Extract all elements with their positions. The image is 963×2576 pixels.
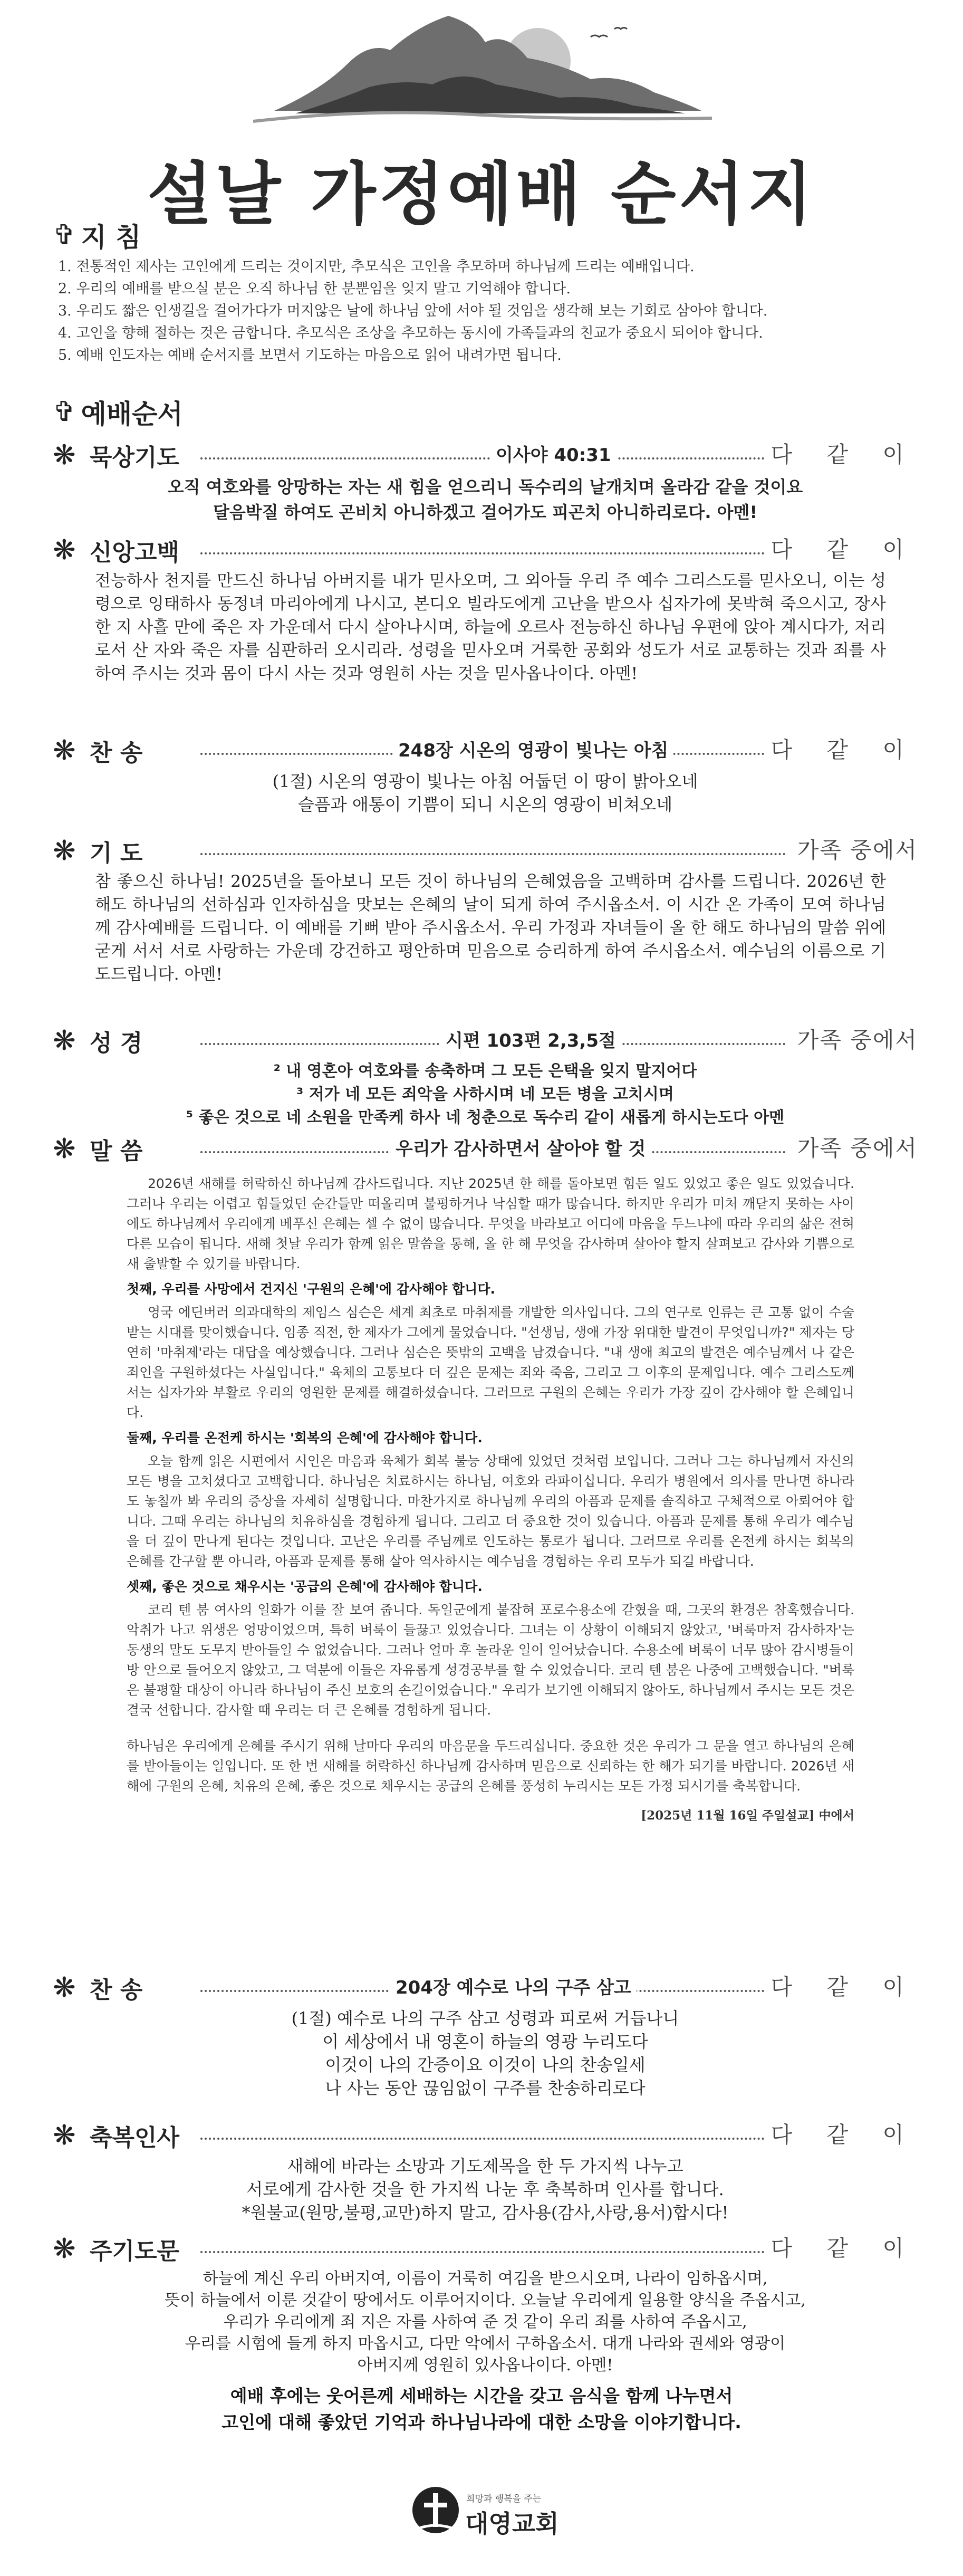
item-who: 다 같 이: [765, 2118, 918, 2149]
asterisk-icon: ❋: [53, 1025, 76, 1057]
item-label: 찬 송: [90, 1977, 143, 2004]
order-heading-label: 예배순서: [81, 399, 183, 429]
sermon-point-text: 오늘 함께 읽은 시편에서 시인은 마음과 육체가 회복 불능 상태에 있었던 것처럼 보입니다. 그러나 그는 하나님께서 자신의 모든 병을 고치셨다고 고백합니다. 하나님은 치료하시는 하나님, 여호와 라파이십니다. 우리가 병원에서 의사를 만나면 하나라도 놓칠까 봐 우리의 증상을 자세히 설명합니다. 마찬가지로 하나님께 우리의 아픔과 문제를 솔직하고 구체적으로 아뢰어야 합니다. 그때 우리는 하나님의 치유하심을 경험하게 됩니다. 그리고 더 중요한 것이 있습니다. 아픔과 문제를 통해 우리가 예수님을 더 깊이 만나게 된다는 것입니다. 고난은 우리를 주님께로 인도하는 통로가 됩니다. 그러므로 우리를 온전케 하시는 회복의 은혜를 간구할 뿐 아니라, 아픔과 문제를 통해 살아 역사하시는 예수님을 경험하는 우리 모두가 되길 바랍니다.: [127, 1453, 854, 1569]
sermon-point-title: 둘째, 우리를 온전케 하시는 '회복의 은혜'에 감사해야 합니다.: [127, 1430, 483, 1445]
item-label: 말 씀: [90, 1138, 143, 1165]
item-body: (1절) 시온의 영광이 빛나는 아침 어둡던 이 땅이 밝아오네 슬픔과 애통이 기쁨이 되니 시온의 영광이 비쳐오네: [272, 771, 698, 815]
logo-tagline: 희망과 행복을 주는: [466, 2494, 542, 2504]
asterisk-icon: ❋: [53, 835, 76, 867]
item-label: 신앙고백: [90, 539, 180, 566]
item-body: 하늘에 계신 우리 아버지여, 이름이 거룩히 여김을 받으시오며, 나라이 임하옵시며, 뜻이 하늘에서 이룬 것같이 땅에서도 이루어지이다. 오늘날 우리에게 일용할 양식을 주옵시고, 우리가 우리에게 죄 지은 자를 사하여 준 것 같이 우리 죄를 사하여 주옵시고, 우리를 시험에 들게 하지 마옵시고, 다만 악에서 구하옵소서. 대개 나라와 권세와 영광이 아버지께 영원히 있사옵나이다. 아멘!: [165, 2269, 806, 2374]
item-body: 새해에 바라는 소망과 기도제목을 한 두 가지씩 나누고 서로에게 감사한 것을 한 가지씩 나눈 후 축복하며 인사를 합니다. *원불교(원망,불평,교만)하지 말고, 감사용(감사,사랑,용서)합시다!: [242, 2156, 729, 2223]
order-item-hymn-1: [53, 731, 918, 816]
cross-icon: ✞: [53, 219, 76, 251]
order-item-prayer: [53, 831, 918, 986]
item-label: 기 도: [90, 840, 143, 867]
item-sub: 248장 시온의 영광이 빛나는 아침: [393, 736, 673, 762]
guideline-item: 4. 고인을 향해 절하는 것은 금합니다. 추모식은 조상을 추모하는 동시에 가족들과의 친교가 중요시 되어야 합니다.: [58, 325, 763, 341]
church-logo-icon: [410, 2485, 461, 2543]
asterisk-icon: ❋: [53, 2120, 76, 2151]
sermon-point-title: 첫째, 우리를 사망에서 건지신 '구원의 은혜'에 감사해야 합니다.: [127, 1281, 495, 1297]
item-sub: 이사야 40:31: [490, 440, 617, 466]
sermon-source: [2025년 11월 16일 주일설교] 中에서: [641, 1808, 854, 1823]
mist-stroke: [253, 113, 712, 121]
mountain-illustration: [0, 0, 963, 137]
asterisk-icon: ❋: [53, 439, 76, 471]
page-title: 설날 가정예배 순서지: [147, 155, 816, 234]
item-body: 전능하사 천지를 만드신 하나님 아버지를 내가 믿사오며, 그 외아들 우리 주 예수 그리스도를 믿사오니, 이는 성령으로 잉태하사 동정녀 마리아에게 나시고, 본디오 빌라도에게 고난을 받으사 십자가에 못박혀 죽으시고, 장사한 지 사흘 만에 죽은 자 가운데서 다시 살아나시며, 하늘에 오르사 전능하신 하나님 우편에 앉아 계시다가, 저리로서 산 자와 죽은 자를 심판하러 오시리라. 성령을 믿사오며 거룩한 공회와 성도가 서로 교통하는 것과 죄를 사하여 주시는 것과 몸이 다시 사는 것과 영원히 사는 것을 믿사옵나이다. 아멘!: [95, 571, 886, 683]
item-who: 다 같 이: [765, 437, 918, 469]
closing-note: 예배 후에는 웃어른께 세배하는 시간을 갖고 음식을 함께 나누면서 고인에 대해 좋았던 기억과 하나님나라에 대한 소망을 이야기합니다.: [222, 2386, 741, 2433]
sermon-intro: 2026년 새해를 허락하신 하나님께 감사드립니다. 지난 2025년 한 해를 돌아보면 힘든 일도 있었고 좋은 일도 있었습니다. 그러나 우리는 어렵고 힘들었던 순간들만 떠올리며 불평하거나 낙심할 때가 많습니다. 하지만 우리가 미처 깨닫지 못하는 사이에도 하나님께서 우리에게 베푸신 은혜는 셀 수 없이 많습니다. 무엇을 바라보고 어디에 마음을 두느냐에 따라 우리의 삶은 전혀 다른 모습이 됩니다. 새해 첫날 우리가 함께 읽은 말씀을 통해, 올 한 해 무엇을 감사하며 살아야 할지 살펴보고 감사와 기쁨으로 새 출발할 수 있기를 바랍니다.: [127, 1176, 854, 1271]
item-who: 가족 중에서: [791, 833, 918, 865]
item-sub: 시편 103편 2,3,5절: [440, 1026, 621, 1052]
sermon-point-text: 영국 에딘버러 의과대학의 제임스 심슨은 세계 최초로 마취제를 개발한 의사입니다. 그의 연구로 인류는 큰 고통 없이 수술받는 시대를 맞이했습니다. 임종 직전, 한 제자가 그에게 물었습니다. "선생님, 생애 가장 위대한 발견이 무엇입니까?" 제자는 당연히 '마취제'라는 대답을 예상했습니다. 그러나 심슨은 뜻밖의 고백을 남겼습니다. "내 생애 최고의 발견은 예수님께서 나 같은 죄인을 구원하셨다는 사실입니다." 육체의 고통보다 더 깊은 문제는 죄와 죽음, 그리고 그 이후의 문제입니다. 예수 그리스도께서는 십자가와 부활로 우리의 영원한 문제를 해결하셨습니다. 그러므로 구원의 은혜는 우리가 가장 깊이 감사해야 할 은혜입니다.: [127, 1305, 854, 1420]
cross-icon: ✞: [53, 396, 76, 428]
item-who: 다 같 이: [765, 2231, 918, 2263]
item-body: (1절) 예수로 나의 구주 삼고 성령과 피로써 거듭나니 이 세상에서 내 영혼이 하늘의 영광 누리도다 이것이 나의 간증이요 이것이 나의 찬송일세 나 사는 동안 끊임없이 구주를 찬송하리로다: [291, 2008, 679, 2098]
sermon-conclusion: 하나님은 우리에게 은혜를 주시기 위해 날마다 우리의 마음문을 두드리십니다. 중요한 것은 우리가 그 문을 열고 하나님의 은혜를 받아들이는 일입니다. 또 한 번 새해를 허락하신 하나님께 감사하며 믿음으로 신뢰하는 한 해가 되기를 바랍니다. 2026년 새해에 구원의 은혜, 치유의 은혜, 좋은 것으로 채우시는 공급의 은혜를 풍성히 누리시는 모든 가정 되시기를 축복합니다.: [127, 1738, 854, 1794]
guideline-item: 3. 우리도 짧은 인생길을 걸어가다가 머지않은 날에 하나님 앞에 서야 될 것임을 생각해 보는 기회로 삼아야 합니다.: [58, 303, 768, 319]
item-sub: 204장 예수로 나의 구주 삼고: [390, 1973, 637, 1999]
asterisk-icon: ❋: [53, 534, 76, 566]
dotted-leader: [200, 853, 786, 855]
guidelines-heading: [53, 216, 141, 254]
item-label: 성 경: [90, 1030, 143, 1057]
guideline-item: 1. 전통적인 제사는 고인에게 드리는 것이지만, 추모식은 고인을 추모하며 하나님께 드리는 예배입니다.: [58, 258, 695, 275]
item-sub: 우리가 감사하면서 살아야 할 것: [390, 1134, 651, 1160]
asterisk-icon: ❋: [53, 2233, 76, 2265]
dotted-leader: [200, 2138, 786, 2140]
item-label: 주기도문: [90, 2238, 180, 2265]
sermon-point-text: 코리 텐 붐 여사의 일화가 이를 잘 보여 줍니다. 독일군에게 붙잡혀 포로수용소에 갇혔을 때, 그곳의 환경은 참혹했습니다. 악취가 나고 위생은 엉망이었으며, 특히 벼룩이 들끓고 있었습니다. 그녀는 이 상황이 이해되지 않았고, '벼룩마저 감사하자'는 동생의 말도 도무지 받아들일 수 없었습니다. 그러나 얼마 후 놀라운 일이 일어났습니다. 수용소에 벼룩이 너무 많아 감시병들이 방 안으로 들어오지 않았고, 그 덕분에 이들은 자유롭게 성경공부를 할 수 있었습니다. 코리 텐 붐은 나중에 고백했습니다. "벼룩은 불평할 대상이 아니라 하나님이 주신 보호의 손길이었습니다." 우리가 보기엔 이해되지 않아도, 하나님께서 주시는 모든 것은 결국 선합니다. 감사할 때 우리는 더 큰 은혜를 경험하게 됩니다.: [127, 1602, 854, 1718]
item-body: 오직 여호와를 앙망하는 자는 새 힘을 얻으리니 독수리의 날개치며 올라감 같을 것이요 달음박질 하여도 곤비치 아니하겠고 걸어가도 피곤치 아니하리로다. 아멘!: [167, 477, 803, 522]
sermon-point-title: 셋째, 좋은 것으로 채우시는 '공급의 은혜'에 감사해야 합니다.: [127, 1579, 483, 1594]
church-logo: [410, 2479, 558, 2548]
item-who: 다 같 이: [765, 1970, 918, 2002]
logo-name: 대영교회: [465, 2510, 559, 2538]
guideline-item: 2. 우리의 예배를 받으실 분은 오직 하나님 한 분뿐임을 잊지 말고 기억해야 합니다.: [58, 281, 571, 297]
item-label: 찬 송: [90, 740, 143, 767]
order-item-meditation: [53, 435, 918, 525]
item-who: 다 같 이: [765, 532, 918, 564]
item-label: 묵상기도: [90, 444, 180, 471]
bird-icon: [614, 28, 627, 30]
dotted-leader: [200, 2251, 786, 2253]
asterisk-icon: ❋: [53, 1972, 76, 2004]
asterisk-icon: ❋: [53, 735, 76, 767]
order-item-sermon: [53, 1129, 918, 1168]
order-heading: [53, 393, 183, 431]
dotted-leader: [200, 552, 786, 554]
item-who: 가족 중에서: [791, 1023, 918, 1055]
item-body: 참 좋으신 하나님! 2025년을 돌아보니 모든 것이 하나님의 은혜였음을 고백하며 감사를 드립니다. 2026년 한 해도 하나님의 선하심과 인자하심을 맛보는 은혜의 날이 되게 하여 주시옵소서. 이 시간 온 가족이 모여 하나님께 감사예배를 드립니다. 이 예배를 기뻐 받아 주시옵소서. 우리 가정과 자녀들이 올 한 해도 하나님의 말씀 위에 굳게 서서 서로 사랑하는 가운데 강건하고 평안하며 믿음으로 승리하게 하여 주시옵소서. 예수님의 이름으로 기도드립니다. 아멘!: [95, 872, 886, 984]
order-item-hymn-2: [53, 1968, 918, 2100]
order-item-scripture: [53, 1021, 918, 1129]
order-item-greeting: [53, 2115, 918, 2224]
guidelines-heading-label: 지 침: [81, 222, 141, 253]
item-who: 다 같 이: [765, 733, 918, 764]
asterisk-icon: ❋: [53, 1133, 76, 1165]
guideline-item: 5. 예배 인도자는 예배 순서지를 보면서 기도하는 마음으로 읽어 내려가면 됩니다.: [58, 347, 562, 363]
order-item-creed: [53, 530, 918, 685]
bird-icon: [591, 35, 608, 37]
order-item-lords-prayer: [53, 2229, 918, 2376]
header-illustration: [0, 0, 963, 274]
item-who: 가족 중에서: [791, 1131, 918, 1163]
item-body: ² 내 영혼아 여호와를 송축하며 그 모든 은택을 잊지 말지어다 ³ 저가 네 모든 죄악을 사하시며 네 모든 병을 고치시며 ⁵ 좋은 것으로 네 소원을 만족케 하사 네 청춘으로 독수리 같이 새롭게 하시는도다 아멘: [186, 1062, 785, 1127]
guidelines-list: [58, 256, 928, 367]
item-label: 축복인사: [90, 2124, 180, 2151]
sermon-text: [127, 1174, 854, 1829]
